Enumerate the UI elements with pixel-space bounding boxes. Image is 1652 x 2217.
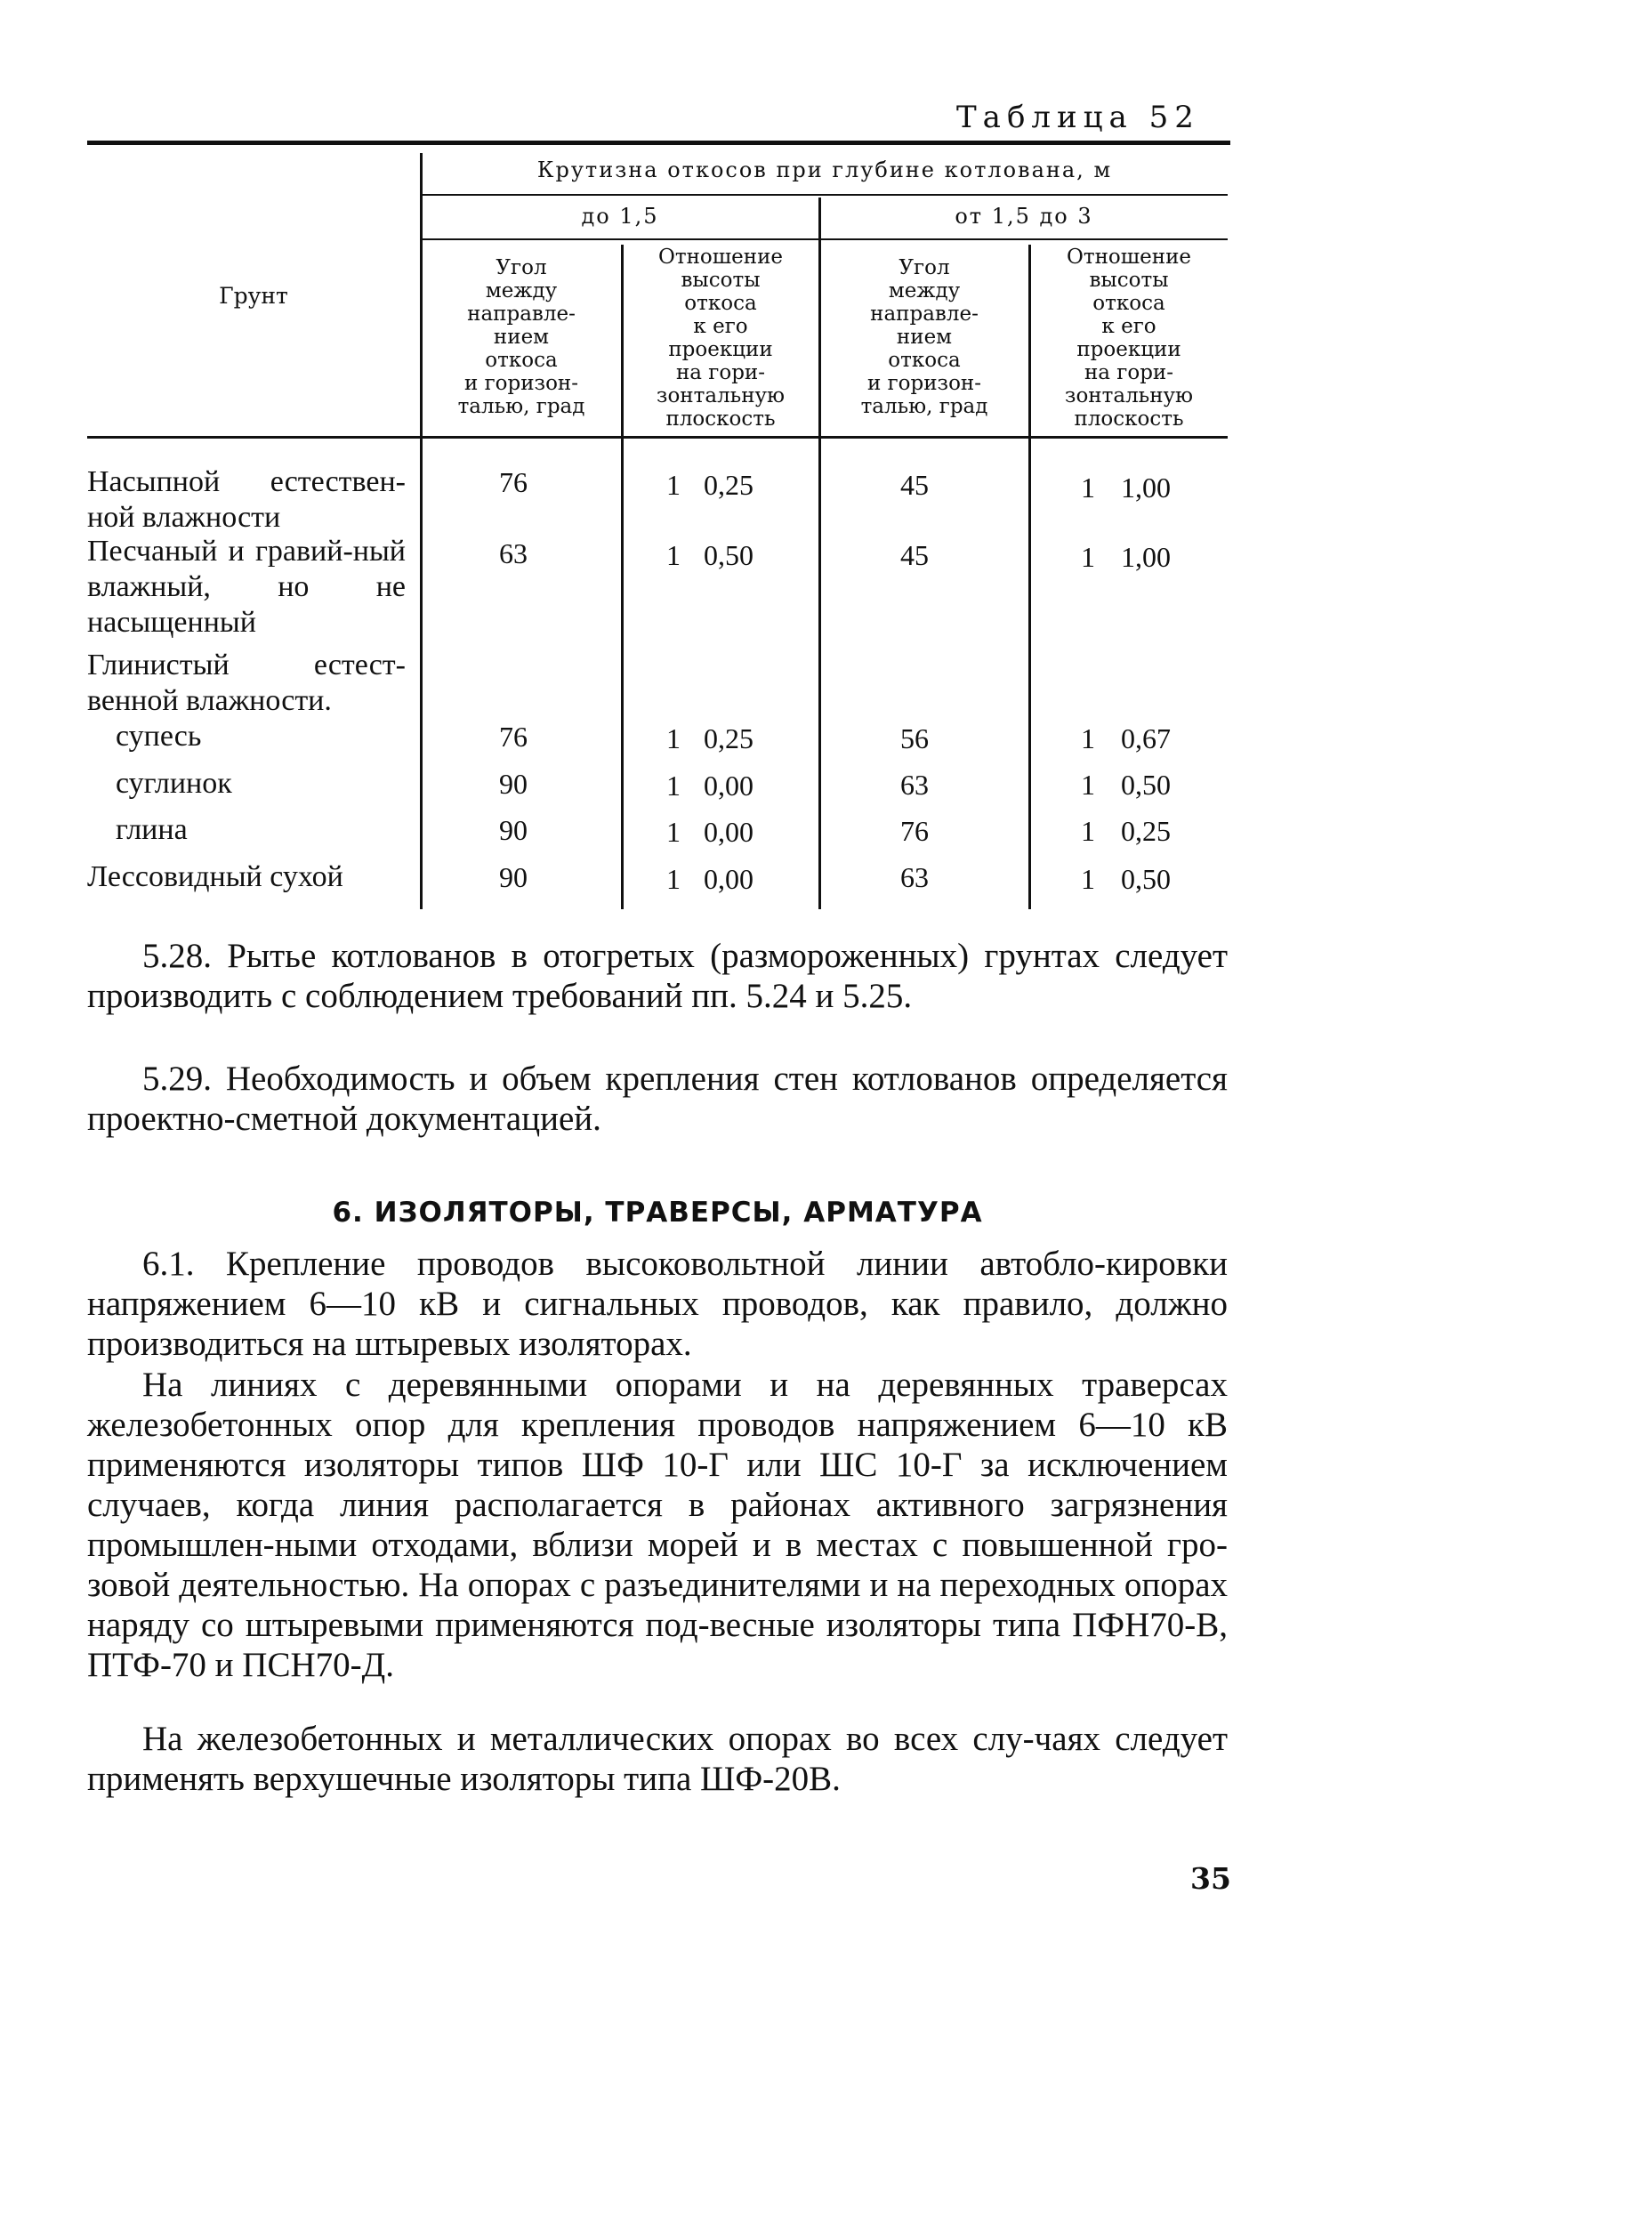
cell-angle-1: 76 bbox=[499, 721, 528, 753]
cell-ratio-1-value: 0,00 bbox=[704, 863, 753, 895]
header-sub-angle-1: Угол между направле- нием откоса и горизон- талью, град bbox=[457, 256, 585, 418]
row-label-clay: Глинистый естест-венной влажности. bbox=[87, 649, 406, 717]
cell-ratio-1-value: 0,25 bbox=[704, 469, 753, 501]
paragraph-6-1-lines: На линиях с деревянными опорами и на деревянных траверсах железобетонных опор для крепления проводов напряжением 6—10 кВ применяются изоляторы типов ШФ 10-Г или ШС 10-Г за исключением случаев, когда линия располагается в районах активного загрязнения промышлен-ными отходами, вблизи морей и в местах с повышенной гро-зовой деятельностью. На опорах с разъединителями и на переходных опорах наряду со штыревыми применяются под-весные изоляторы типа ПФН70-В, ПТФ-70 и ПСН70-Д. bbox=[87, 1366, 1228, 1684]
cell-ratio-2-value: 0,25 bbox=[1121, 815, 1171, 847]
cell-ratio-2-one: 1 bbox=[1081, 541, 1095, 573]
cell-ratio-1-value: 0,00 bbox=[704, 770, 753, 802]
cell-angle-1: 63 bbox=[499, 537, 528, 569]
cell-angle-2: 45 bbox=[900, 539, 929, 571]
section-heading: 6. ИЗОЛЯТОРЫ, ТРАВЕРСЫ, АРМАТУРА bbox=[332, 1197, 983, 1229]
header-span: Крутизна откосов при глубине котлована, м bbox=[536, 157, 1113, 182]
paragraph-5-29: 5.29. Необходимость и объем крепления стен котлованов определяется проектно-сметной документацией. bbox=[87, 1060, 1228, 1138]
paragraph-6-1: 6.1. Крепление проводов высоковольтной линии автобло-кировки напряжением 6—10 кВ и сигнальных проводов, как правило, должно производиться на штыревых изоляторах. bbox=[87, 1245, 1228, 1363]
row-label-loam: суглинок bbox=[116, 767, 232, 800]
cell-angle-2: 63 bbox=[900, 861, 929, 893]
cell-ratio-2-one: 1 bbox=[1081, 722, 1095, 754]
cell-ratio-1-one: 1 bbox=[666, 863, 681, 895]
row-label-clay-soil: глина bbox=[116, 813, 188, 846]
header-bottom-rule bbox=[87, 436, 1228, 439]
header-group-2: от 1,5 до 3 bbox=[955, 204, 1093, 229]
cell-ratio-2-one: 1 bbox=[1081, 863, 1095, 895]
row-label-loess: Лессовидный сухой bbox=[87, 860, 343, 893]
header-sub-ratio-1: Отношение высоты откоса к его проекции на гори- зонтальную плоскость bbox=[656, 246, 786, 431]
cell-angle-2: 63 bbox=[900, 769, 929, 801]
cell-ratio-1-value: 0,00 bbox=[704, 816, 753, 848]
cell-ratio-2-one: 1 bbox=[1081, 769, 1095, 801]
cell-ratio-2-one: 1 bbox=[1081, 815, 1095, 847]
row-label-sand: Песчаный и гравий-ный влажный, но не насыщенный bbox=[87, 535, 406, 639]
cell-ratio-1-one: 1 bbox=[666, 722, 681, 754]
cell-angle-2: 76 bbox=[900, 815, 929, 847]
row-label-fill: Насыпной естествен-ной влажности bbox=[87, 465, 406, 534]
cell-angle-1: 76 bbox=[499, 466, 528, 498]
header-group-rule bbox=[422, 238, 1228, 240]
header-sub-ratio-2: Отношение высоты откоса к его проекции на гори- зонтальную плоскость bbox=[1064, 246, 1194, 431]
paragraph-5-28: 5.28. Рытье котлованов в отогретых (размороженных) грунтах следует производить с соблюдением требований пп. 5.24 и 5.25. bbox=[87, 937, 1228, 1015]
header-sub-angle-2: Угол между направле- нием откоса и горизон- талью, град bbox=[860, 256, 988, 418]
header-span-rule bbox=[422, 194, 1228, 196]
cell-ratio-2-value: 0,50 bbox=[1121, 769, 1171, 801]
cell-ratio-1-one: 1 bbox=[666, 539, 681, 571]
cell-angle-2: 56 bbox=[900, 722, 929, 754]
cell-angle-1: 90 bbox=[499, 768, 528, 800]
paragraph-6-1-concrete: На железобетонных и металлических опорах во всех слу-чаях следует применять верхушечные изоляторы типа ШФ-20В. bbox=[87, 1720, 1228, 1798]
page-number: 35 bbox=[1190, 1861, 1231, 1896]
cell-ratio-1-one: 1 bbox=[666, 770, 681, 802]
cell-angle-2: 45 bbox=[900, 469, 929, 501]
table-top-rule bbox=[87, 141, 1230, 145]
table-caption: Таблица 52 bbox=[956, 100, 1200, 135]
cell-ratio-2-value: 1,00 bbox=[1121, 472, 1171, 504]
cell-angle-1: 90 bbox=[499, 861, 528, 893]
row-label-sandy-loam: супесь bbox=[116, 720, 202, 753]
cell-ratio-1-one: 1 bbox=[666, 816, 681, 848]
cell-ratio-2-one: 1 bbox=[1081, 472, 1095, 504]
header-group-1: до 1,5 bbox=[581, 204, 659, 229]
cell-ratio-2-value: 0,67 bbox=[1121, 722, 1171, 754]
header-soil: Грунт bbox=[219, 283, 288, 309]
cell-ratio-1-value: 0,50 bbox=[704, 539, 753, 571]
cell-ratio-2-value: 0,50 bbox=[1121, 863, 1171, 895]
cell-angle-1: 90 bbox=[499, 814, 528, 846]
cell-ratio-1-value: 0,25 bbox=[704, 722, 753, 754]
cell-ratio-1-one: 1 bbox=[666, 469, 681, 501]
cell-ratio-2-value: 1,00 bbox=[1121, 541, 1171, 573]
